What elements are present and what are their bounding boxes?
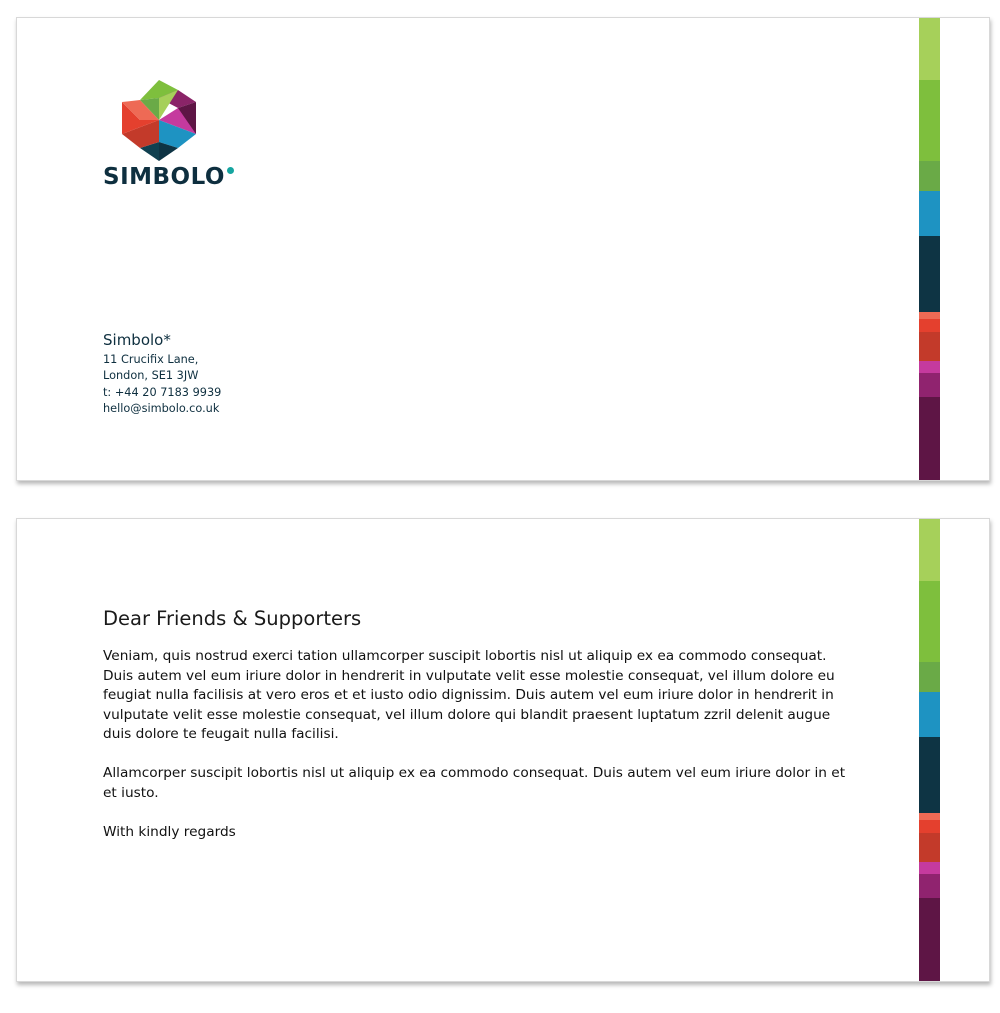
stripe-band-light-green	[919, 18, 940, 80]
stripe-band-aubergine	[919, 898, 940, 981]
paragraph-line: feugiat nulla facilisis at vero eros et et iusto odio dignissim. Duis autem vel eum iriure dolor in hendrerit in	[103, 687, 834, 703]
stripe-band-green	[919, 581, 940, 662]
stripe-band-red	[919, 319, 940, 332]
stripe-band-magenta	[919, 361, 940, 373]
stripe-band-plum	[919, 874, 940, 898]
paragraph-line: Duis autem vel eum iriure dolor in hendrerit in vulputate velit esse molestie consequat, vel illum dolore eu	[103, 667, 835, 684]
letter-greeting: Dear Friends & Supporters	[103, 607, 362, 630]
hexagon-pinwheel-icon	[122, 80, 196, 161]
stripe-band-green	[919, 80, 940, 161]
stripe-band-navy	[919, 737, 940, 813]
stripe-band-blue	[919, 191, 940, 236]
brand-name: SIMBOLO	[103, 164, 225, 190]
brand-wordmark	[103, 164, 234, 190]
letter-signoff: With kindly regards	[103, 823, 236, 840]
phone-number: t: +44 20 7183 9939	[103, 385, 222, 399]
stripe-band-dark-red	[919, 833, 940, 862]
contact-name: Simbolo*	[103, 331, 171, 349]
stripe-band-dark-red	[919, 332, 940, 361]
letter-content	[103, 607, 883, 842]
stripe-band-plum	[919, 373, 940, 397]
contact-block	[103, 331, 221, 417]
stripe-band-light-green	[919, 519, 940, 581]
stripe-band-olive-green	[919, 161, 940, 191]
stripe-band-navy	[919, 236, 940, 312]
paragraph-line: duis dolore te feugait nulla facilisi.	[103, 726, 339, 742]
stripe-band-magenta	[919, 862, 940, 874]
simbolo-logo	[103, 80, 223, 192]
paragraph-line: Veniam, quis nostrud exerci tation ullamcorper suscipit lobortis nisl ut aliquip ex ea commodo consequat.	[103, 648, 827, 664]
stripe-band-salmon	[919, 813, 940, 820]
color-stripe	[919, 519, 940, 981]
address-line-1: 11 Crucifix Lane,	[103, 353, 199, 366]
paragraph-line: Allamcorper suscipit lobortis nisl ut aliquip ex ea commodo consequat. Duis autem vel eum iriure dolor in et	[103, 765, 846, 781]
stripe-band-aubergine	[919, 397, 940, 480]
paragraph-line: et iusto.	[103, 784, 159, 801]
letter-paragraph-2	[103, 764, 883, 803]
email-address: hello@simbolo.co.uk	[103, 401, 220, 415]
stripe-band-salmon	[919, 312, 940, 319]
brand-dot-icon	[227, 167, 234, 174]
letter-body-card	[16, 518, 990, 982]
stripe-band-red	[919, 820, 940, 833]
letterhead-front-card	[16, 17, 990, 481]
stripe-band-olive-green	[919, 662, 940, 692]
stripe-band-blue	[919, 692, 940, 737]
color-stripe	[919, 18, 940, 480]
paragraph-line: vulputate velit esse molestie consequat, vel illum dolore qui blandit praesent luptatum zzril delenit augue	[103, 706, 831, 723]
letter-paragraph-1	[103, 647, 883, 745]
address-line-2: London, SE1 3JW	[103, 369, 199, 383]
